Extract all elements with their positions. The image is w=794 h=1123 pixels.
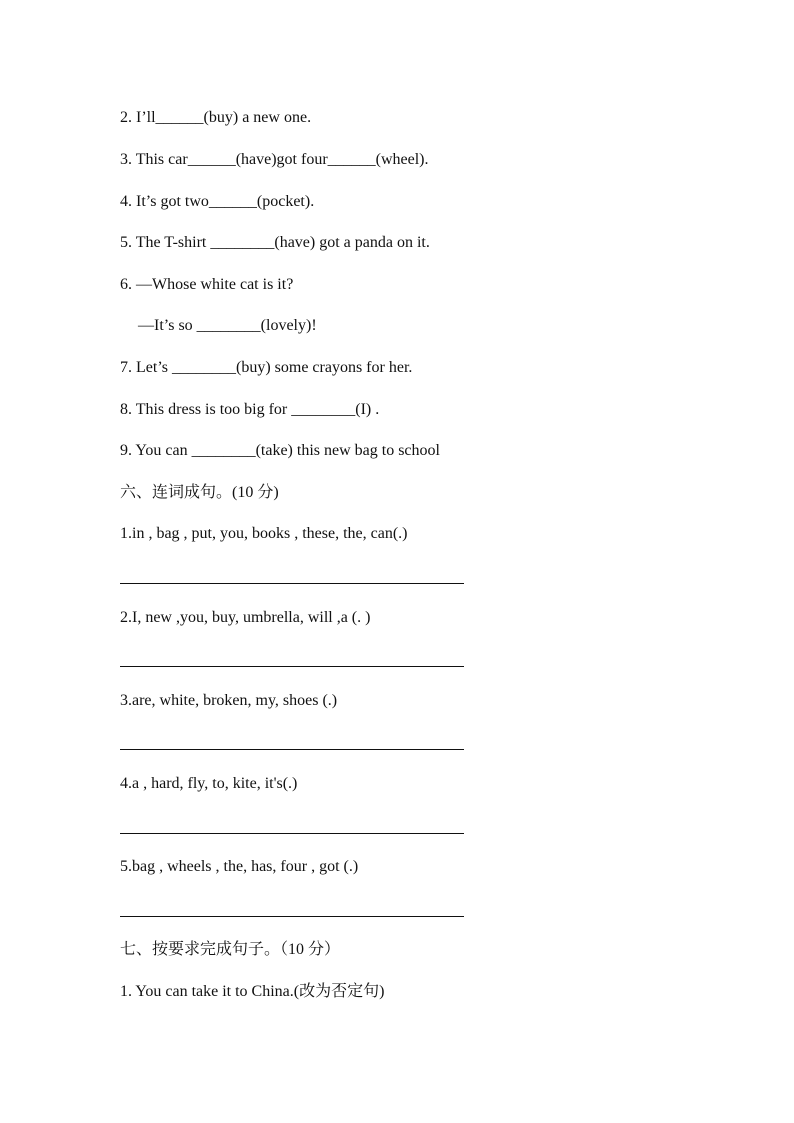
reorder-question-5: 5.bag , wheels , the, has, four , got (.) [120,858,359,875]
answer-line-3 [120,749,464,750]
fill-in-question-9: 9. You can ________(take) this new bag to school [120,442,440,459]
reorder-question-4: 4.a , hard, fly, to, kite, it's(.) [120,775,298,792]
reorder-question-2: 2.I, new ,you, buy, umbrella, will ,a (. ) [120,609,371,626]
fill-in-question-3: 3. This car______(have)got four______(wheel). [120,151,429,168]
transform-question-1: 1. You can take it to China.(改为否定句) [120,983,385,1000]
section-6-title: 六、连词成句。(10 分) [120,484,279,501]
fill-in-question-6: 6. —Whose white cat is it? [120,276,294,293]
section-7-title: 七、按要求完成句子。（10 分） [120,941,341,958]
fill-in-question-7: 7. Let’s ________(buy) some crayons for her. [120,359,413,376]
fill-in-question-5: 5. The T-shirt ________(have) got a panda on it. [120,234,430,251]
fill-in-question-4: 4. It’s got two______(pocket). [120,193,315,210]
answer-line-1 [120,583,464,584]
answer-line-2 [120,666,464,667]
fill-in-question-8: 8. This dress is too big for ________(I) . [120,401,380,418]
fill-in-question-6-answer: —It’s so ________(lovely)! [138,317,317,334]
answer-line-4 [120,833,464,834]
answer-line-5 [120,916,464,917]
reorder-question-1: 1.in , bag , put, you, books , these, the, can(.) [120,525,408,542]
fill-in-question-2: 2. I’ll______(buy) a new one. [120,109,312,126]
reorder-question-3: 3.are, white, broken, my, shoes (.) [120,692,338,709]
